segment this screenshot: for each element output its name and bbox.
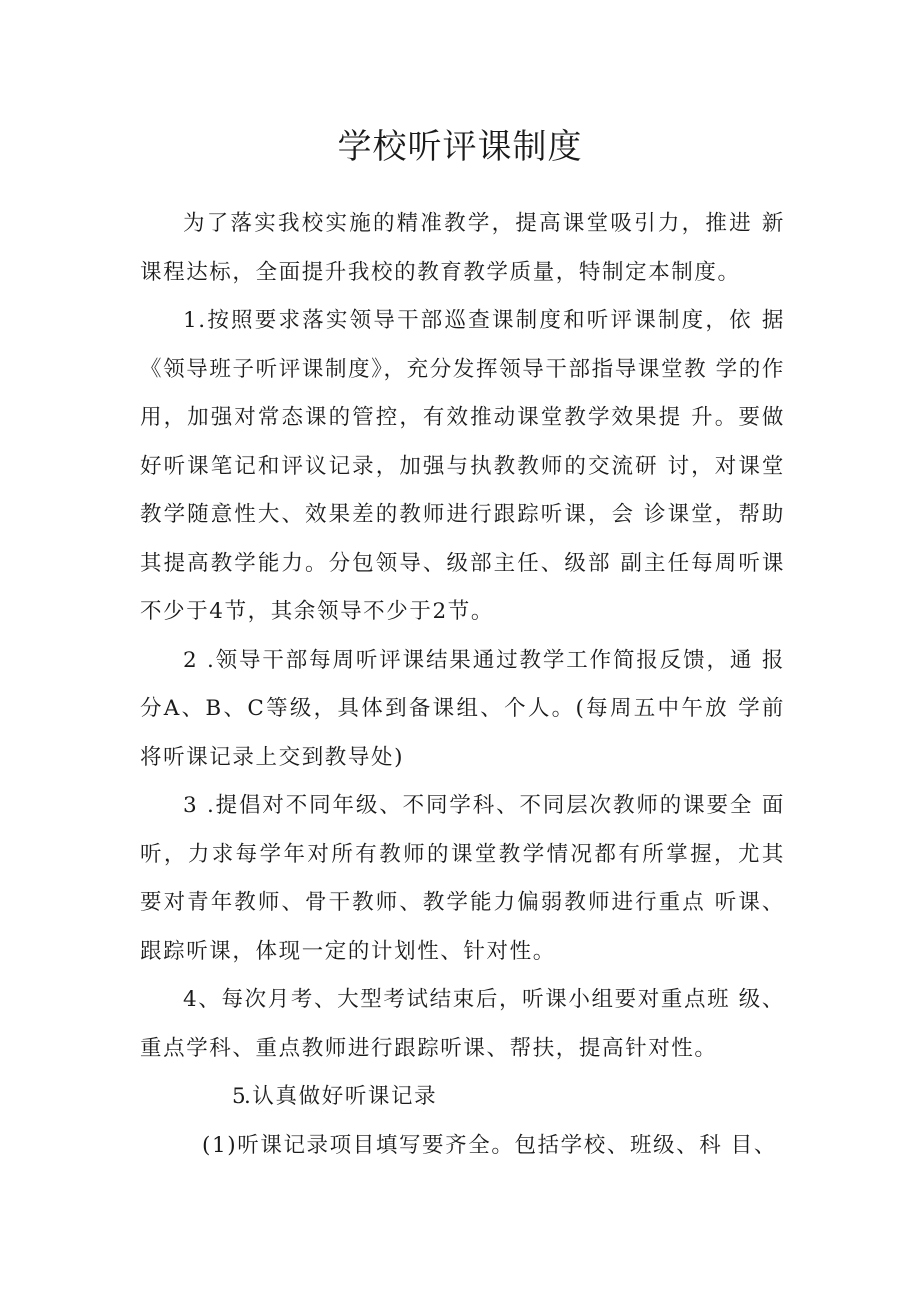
paragraph-item-5 — [140, 1073, 785, 1122]
paragraph-item-2: 2 .领导干部每周听评课结果通过教学工作简报反馈，通 报分A、B、C等级，具体到备课组、个人。(每周五中午放 学前将听课记录上交到教导处) — [140, 647, 785, 770]
item-5-number: 5 — [232, 1084, 248, 1109]
paragraph-sub-item-1: (1)听课记录项目填写要齐全。包括学校、班级、科 目、 — [202, 1132, 777, 1158]
paragraph-item-1: 1.按照要求落实领导干部巡查课制度和听评课制度，依 据《领导班子听评课制度》，充分发挥领导干部指导课堂教 学的作用，加强对常态课的管控，有效推动课堂教学效果提 升。要做好听课笔记和评议记录，加强与执教教师的交流研 讨，对课堂教学随意性大、效果差的教师进行跟踪听课，会 诊课堂，帮助其提高教学能力。分包领导、级部主任、级部 副主任每周听课不少于4节，其余领导不少于2节。 — [140, 308, 785, 624]
item-5-text: .认真做好听课记录 — [244, 1084, 438, 1109]
paragraph-intro: 为了落实我校实施的精准教学，提高课堂吸引力，推进 新课程达标，全面提升我校的教育教学质量，特制定本制度。 — [140, 211, 785, 285]
document-body — [140, 200, 785, 1170]
paragraph-item-4: 4、每次月考、大型考试结束后，听课小组要对重点班 级、重点学科、重点教师进行跟踪听课、帮扶，提高针对性。 — [140, 987, 785, 1061]
document-title: 学校听评课制度 — [337, 127, 583, 167]
paragraph-item-3: 3 .提倡对不同年级、不同学科、不同层次教师的课要全 面听，力求每学年对所有教师的课堂教学情况都有所掌握，尤其要对青年教师、骨干教师、教学能力偏弱教师进行重点 听课、跟踪听课，体现一定的计划性、针对性。 — [140, 793, 785, 964]
